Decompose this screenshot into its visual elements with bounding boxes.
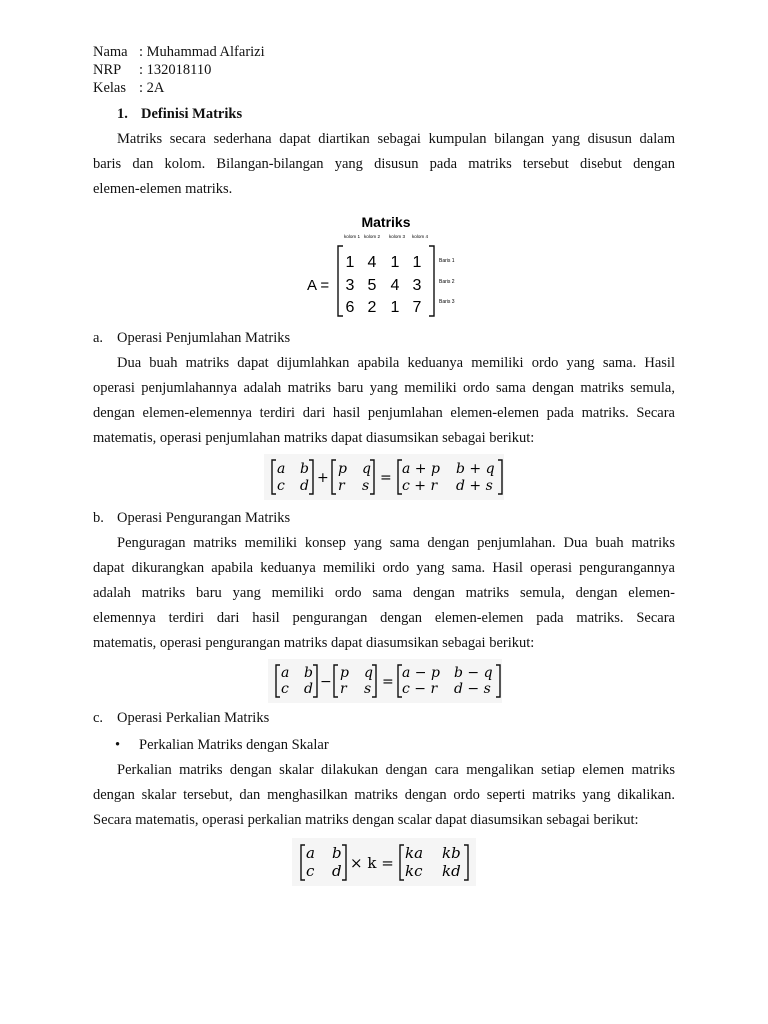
paragraph-line: elemen-elemen matriks. [93, 181, 233, 197]
formula-cell: ka [405, 844, 424, 862]
subsection-label: a. [93, 330, 104, 346]
subsection-title: Operasi Pengurangan Matriks [117, 510, 291, 526]
section-title: Definisi Matriks [141, 106, 243, 122]
formula-cell: q [364, 665, 373, 681]
formula-cell: a [306, 844, 315, 862]
paragraph-line: dengan skalar tersebut, dan menghasilkan matriks dengan ordo seperti matriks yang dikalikan. [93, 787, 675, 803]
subsection-title: Operasi Penjumlahan Matriks [117, 330, 291, 346]
section-number: 1. [117, 106, 128, 122]
matrix-cell: 1 [390, 299, 400, 316]
formula-cell: a [277, 461, 286, 477]
section-heading [117, 106, 517, 123]
bullet-dot-icon: • [115, 737, 121, 753]
matrix-cell: 1 [345, 254, 355, 271]
formula-cell: b [332, 844, 342, 862]
formula-operator: + [317, 470, 329, 486]
formula-cell: c − r [402, 681, 438, 697]
formula-operator: × k = [350, 854, 394, 872]
paragraph-line: Matriks secara sederhana dapat diartikan sebagai kumpulan bilangan yang disusun dalam [117, 131, 675, 147]
matrix-cell: 4 [367, 254, 377, 271]
formula-cell: r [338, 478, 345, 494]
formula-cell: c [281, 681, 289, 697]
row-label: Baris 1 [439, 258, 455, 264]
formula-cell: b [304, 665, 313, 681]
matrix-figure [300, 208, 490, 320]
paragraph-line: Dua buah matriks dapat dijumlahkan apabila keduanya memiliki ordo yang sama. Hasil [117, 355, 675, 371]
formula-cell: b [300, 461, 309, 477]
column-label: kolom 2 [363, 234, 381, 239]
figure-title: Matriks [361, 214, 411, 230]
nrp-value: : 132018110 [139, 62, 212, 78]
formula-cell: d [304, 681, 313, 697]
formula-cell: s [362, 478, 370, 494]
formula-cell: a + p [402, 461, 440, 477]
column-label: kolom 3 [388, 234, 406, 239]
formula-cell: p [340, 665, 349, 681]
matrix-cell: 2 [367, 299, 377, 316]
formula-cell: d [300, 478, 309, 494]
subsection-heading [93, 330, 675, 347]
left-bracket [338, 246, 343, 316]
header-name-line [93, 43, 265, 61]
formula-cell: b + q [456, 461, 495, 477]
row-label: Baris 3 [439, 299, 455, 305]
formula-equals: = [382, 674, 394, 690]
formula-cell: s [364, 681, 372, 697]
formula-cell: c [306, 862, 315, 880]
subsection-title: Operasi Perkalian Matriks [117, 710, 270, 726]
formula-cell: c [277, 478, 285, 494]
matrix-cell: 6 [345, 299, 355, 316]
formula-operator: − [320, 674, 332, 690]
name-label: Nama [93, 44, 128, 60]
formula-cell: b − q [454, 665, 493, 681]
formula-cell: d [332, 862, 342, 880]
bullet-item [115, 737, 697, 754]
subsection-label: b. [93, 510, 104, 526]
subsection-label: c. [93, 710, 104, 726]
matrix-cell: 1 [412, 254, 422, 271]
class-value: : 2A [139, 80, 165, 96]
right-bracket [429, 246, 434, 316]
paragraph-line: Perkalian matriks dengan skalar dilakukan dengan cara mengalikan setiap elemen matriks [117, 762, 675, 778]
matrix-cell: 4 [390, 277, 400, 294]
bullet-text: Perkalian Matriks dengan Skalar [139, 737, 329, 753]
column-label: kolom 1 [343, 234, 361, 239]
paragraph-line: elemennya terdiri dari hasil pengurangan dengan elemen-elemen pada matriks. Secara [93, 610, 675, 626]
class-label: Kelas [93, 80, 127, 96]
matrix-name: A = [307, 277, 330, 294]
paragraph-line: matematis, operasi pengurangan matriks dapat diasumsikan sebagai berikut: [93, 635, 535, 651]
matrix-cell: 1 [390, 254, 400, 271]
paragraph-line: dengan elemen-elemennya terdiri dari hasil penjumlahan elemen-elemen pada matriks. Secara [93, 405, 675, 421]
nrp-label: NRP [93, 62, 122, 78]
subtraction-formula [268, 659, 502, 703]
formula-cell: kc [405, 862, 423, 880]
paragraph-line: Secara matematis, operasi perkalian matriks dengan scalar dapat diasumsikan sebagai berikut: [93, 812, 639, 828]
paragraph-line: baris dan kolom. Bilangan-bilangan yang disusun pada matriks tersebut disebut dengan [93, 156, 675, 172]
matrix-cell: 5 [367, 277, 377, 294]
paragraph-line: Penguragan matriks memiliki konsep yang sama dengan penjumlahan. Dua buah matriks [117, 535, 675, 551]
matrix-cell: 3 [412, 277, 422, 294]
row-label: Baris 2 [439, 279, 455, 285]
header-class-line [93, 79, 164, 97]
formula-cell: a [281, 665, 290, 681]
subsection-heading [93, 710, 675, 727]
formula-cell: kd [442, 862, 461, 880]
addition-formula [264, 454, 504, 500]
header-nrp-line [93, 61, 211, 79]
paragraph-line: adalah matriks baru yang memiliki ordo sama dengan matriks semula, dengan elemen- [93, 585, 675, 601]
formula-cell: c + r [402, 478, 438, 494]
name-value: : Muhammad Alfarizi [139, 44, 265, 60]
column-label: kolom 4 [411, 234, 429, 239]
formula-cell: a − p [402, 665, 440, 681]
paragraph-line: dapat dikurangkan apabila keduanya memiliki ordo yang sama. Hasil operasi pengurangannya [93, 560, 675, 576]
subsection-heading [93, 510, 675, 527]
formula-equals: = [380, 470, 392, 486]
formula-cell: d + s [456, 478, 493, 494]
paragraph-line: matematis, operasi penjumlahan matriks dapat diasumsikan sebagai berikut: [93, 430, 535, 446]
matrix-cell: 7 [412, 299, 422, 316]
formula-cell: q [362, 461, 371, 477]
formula-cell: r [340, 681, 347, 697]
formula-cell: kb [442, 844, 461, 862]
matrix-cell: 3 [345, 277, 355, 294]
paragraph-line: operasi penjumlahannya adalah matriks baru yang memiliki ordo sama dengan matriks semula, [93, 380, 675, 396]
formula-cell: p [338, 461, 347, 477]
formula-cell: d − s [454, 681, 491, 697]
scalar-multiplication-formula [292, 838, 476, 886]
